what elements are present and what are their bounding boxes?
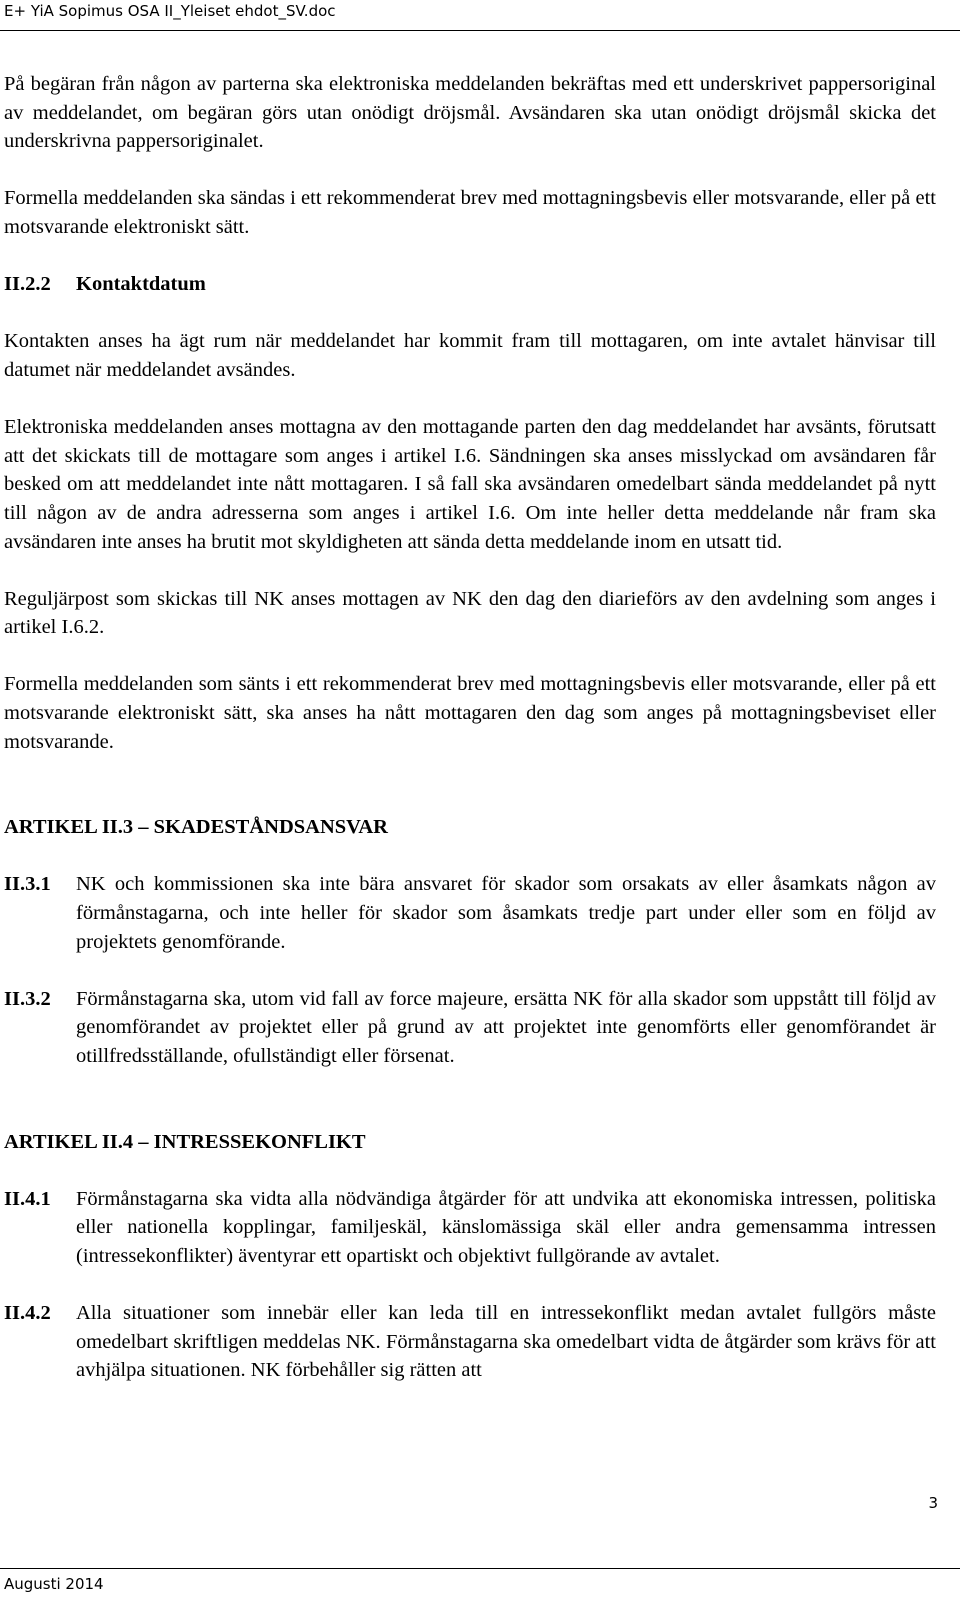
paragraph-contact-time: Kontakten anses ha ägt rum när meddelandet har kommit fram till mottagaren, om inte avtalet hänvisar till datumet när meddelandet avsändes.: [4, 330, 936, 381]
footer-divider: [0, 1568, 960, 1569]
clause-item: [4, 985, 936, 1071]
paragraph-formal-messages: Formella meddelanden ska sändas i ett rekommenderat brev med mottagningsbevis eller motsvarande, eller på ett motsvarande elektroniskt sätt.: [4, 187, 936, 238]
clause-number: II.3.2: [4, 987, 51, 1010]
clause-item: [4, 1185, 936, 1271]
clause-text: Alla situationer som innebär eller kan leda till en intressekonflikt medan avtalet fullgörs måste omedelbart skriftligen meddelas NK. Förmånstagarna ska omedelbart vidta de åtgärder som krävs för att avhjälpa situationen. NK förbehåller sig rätten att: [76, 1302, 936, 1382]
paragraph-registered-mail: Formella meddelanden som sänts i ett rekommenderat brev med mottagningsbevis eller motsvarande, eller på ett motsvarande elektroniskt sätt, ska anses ha nått mottagaren den dag som anges på mottagningsbeviset eller motsvarande.: [4, 673, 936, 753]
paragraph-paper-confirmation: På begäran från någon av parterna ska elektroniska meddelanden bekräftas med ett underskrivet pappersoriginal av meddelandet, om begäran görs utan onödigt dröjsmål. Avsändaren ska utan onödigt dröjsmål skicka det underskrivna pappersoriginalet.: [4, 73, 936, 153]
clause-item: [4, 870, 936, 956]
section-title: Kontaktdatum: [76, 273, 206, 296]
page-number: 3: [928, 1494, 938, 1512]
clause-number: II.4.1: [4, 1187, 51, 1210]
article-heading-liability: ARTIKEL II.3 – SKADESTÅNDSANSVAR: [4, 816, 388, 839]
document-filename: E+ YiA Sopimus OSA II_Yleiset ehdot_SV.doc: [4, 2, 336, 20]
section-heading-contact-date: [4, 270, 936, 299]
document-body: [4, 70, 936, 1414]
clause-text: Förmånstagarna ska vidta alla nödvändiga åtgärder för att undvika att ekonomiska intressen, politiska eller nationella kopplingar, familjeskäl, känslomässiga skäl eller andra gemensamma intressen (intressekonflikter) äventyrar ett opartiskt och objektivt fullgörande av avtalet.: [76, 1187, 936, 1267]
clause-text: NK och kommissionen ska inte bära ansvaret för skador som orsakats av eller åsamkats någon av förmånstagarna, och inte heller för skador som åsamkats tredje part under eller som en följd av projektets genomförande.: [76, 873, 936, 953]
paragraph-regular-mail: Reguljärpost som skickas till NK anses mottagen av NK den dag den diarieförs av den avdelning som anges i artikel I.6.2.: [4, 587, 936, 639]
footer-date: Augusti 2014: [4, 1575, 104, 1593]
clause-number: II.4.2: [4, 1302, 51, 1325]
article-heading-conflict-of-interest: ARTIKEL II.4 – INTRESSEKONFLIKT: [4, 1130, 366, 1153]
paragraph-electronic-messages: Elektroniska meddelanden anses mottagna av den mottagande parten den dag meddelandet har avsänts, förutsatt att det skickats till de mottagare som anges i artikel I.6. Sändningen ska anses misslyckad om avsändaren får besked om att meddelandet inte nått mottagaren. I så fall ska avsändaren omedelbart sända meddelandet på nytt till någon av de andra adresserna som anges i artikel I.6. Om inte heller detta meddelande når fram ska avsändaren inte anses ha brutit mot skyldigheten att sända detta meddelande inom en utsatt tid.: [4, 416, 936, 553]
clause-item: [4, 1299, 936, 1385]
header-divider: [0, 30, 960, 31]
clause-text: Förmånstagarna ska, utom vid fall av force majeure, ersätta NK för alla skador som uppstått till följd av genomförandet av projektet eller på grund av att projektet inte genomförts eller genomförandet är otillfredsställande, ofullständigt eller försenat.: [76, 987, 936, 1067]
clause-number: II.3.1: [4, 873, 51, 896]
section-number: II.2.2: [4, 273, 51, 296]
